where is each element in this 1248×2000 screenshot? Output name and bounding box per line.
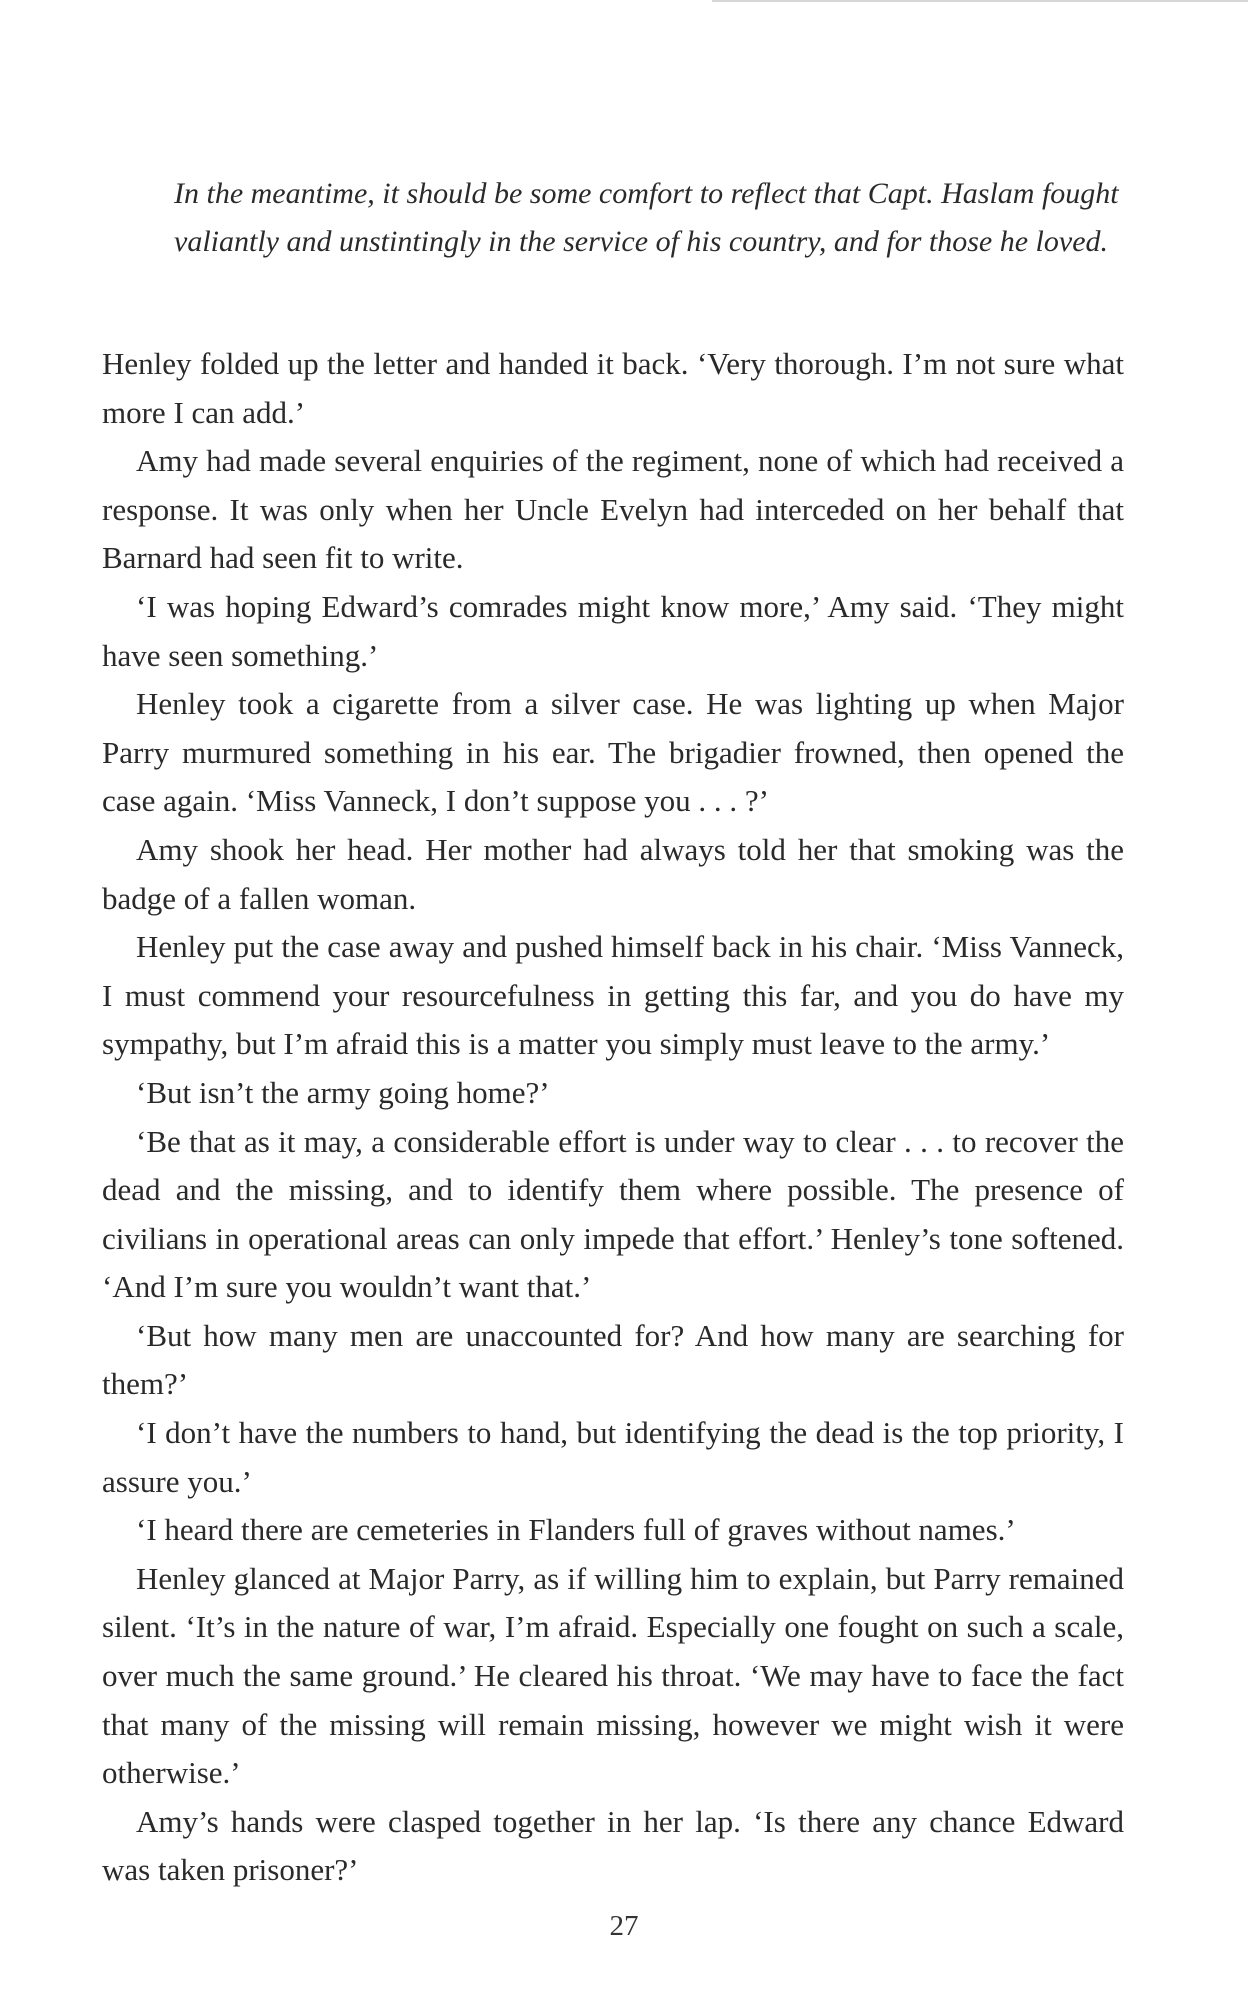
- paragraph: ‘Be that as it may, a considerable effort is under way to clear . . . to recover the dead and the missing, and to identify them where possible. The presence of civilians in operational areas can only impede that effort.’ Henley’s tone softened. ‘And I’m sure you wouldn’t want that.’: [102, 1123, 1124, 1305]
- paragraph: Henley glanced at Major Parry, as if willing him to explain, but Parry remained silent. ‘It’s in the nature of war, I’m afraid. Especially one fought on such a scale, over much the same ground.’ He cleared his throat. ‘We may have to face the fact that many of the missing will remain missing, however we might wish it were otherwise.’: [102, 1560, 1124, 1791]
- book-page: [102, 170, 1124, 1895]
- epigraph-letter-excerpt: In the meantime, it should be some comfort to reflect that Capt. Haslam fought valiantly and unstintingly in the service of his country, and for those he loved.: [174, 177, 1119, 258]
- paragraph: ‘But isn’t the army going home?’: [136, 1074, 550, 1110]
- paragraph: Henley folded up the letter and handed it back. ‘Very thorough. I’m not sure what more I can add.’: [102, 346, 1124, 430]
- paragraph: ‘I don’t have the numbers to hand, but identifying the dead is the top priority, I assure you.’: [102, 1415, 1124, 1499]
- top-edge-rule: [712, 0, 1248, 2]
- body-text: [102, 340, 1124, 1895]
- paragraph: Amy had made several enquiries of the regiment, none of which had received a response. It was only when her Uncle Evelyn had interceded on her behalf that Barnard had seen fit to write.: [102, 443, 1124, 576]
- paragraph: Amy shook her head. Her mother had always told her that smoking was the badge of a fallen woman.: [102, 831, 1124, 916]
- paragraph: Henley took a cigarette from a silver case. He was lighting up when Major Parry murmured something in his ear. The brigadier frowned, then opened the case again. ‘Miss Vanneck, I don’t suppose you . . . ?’: [102, 686, 1124, 819]
- paragraph: Amy’s hands were clasped together in her lap. ‘Is there any chance Edward was taken prisoner?’: [102, 1803, 1124, 1888]
- page-number: 27: [609, 1910, 639, 1942]
- paragraph: ‘I was hoping Edward’s comrades might know more,’ Amy said. ‘They might have seen something.’: [102, 588, 1124, 673]
- paragraph: ‘But how many men are unaccounted for? And how many are searching for them?’: [102, 1317, 1124, 1402]
- paragraph: Henley put the case away and pushed himself back in his chair. ‘Miss Vanneck, I must commend your resourcefulness in getting this far, and you do have my sympathy, but I’m afraid this is a matter you simply must leave to the army.’: [102, 929, 1124, 1062]
- paragraph: ‘I heard there are cemeteries in Flanders full of graves without names.’: [136, 1512, 1016, 1548]
